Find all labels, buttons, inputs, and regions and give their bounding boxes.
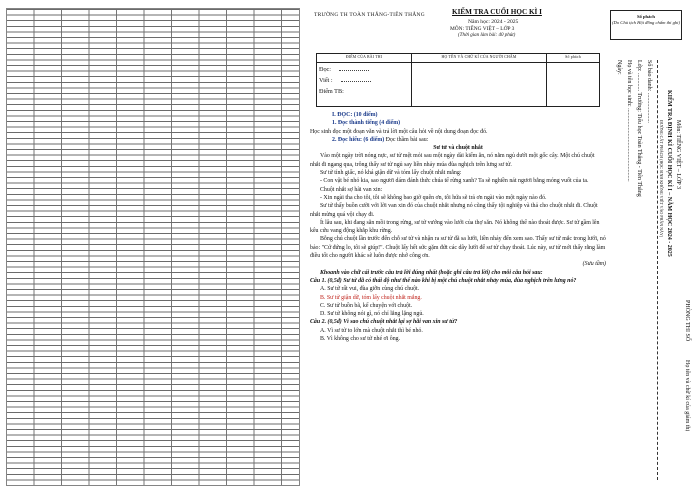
score-row-write: Viết : <box>319 75 409 86</box>
story-title: Sư tử và chuột nhắt <box>433 145 483 152</box>
exam-title: KIỂM TRA CUỐI HỌC KÌ I <box>452 8 542 16</box>
story-paragraph: Chuột nhắt sợ hãi van xin: <box>320 186 383 193</box>
story-paragraph: Vào một ngày trời nóng nực, sư tử mệt mỏi sau một ngày dài kiếm ăn, nó nằm ngủ dưới một gốc cây. Một chú chuột nhắt đi ngang qua, trông thấy sư tử ngủ say liền nhảy múa đùa nghịch trên lưng sư tử. <box>310 153 595 168</box>
story-paragraph: Ít lâu sau, khi đang săn mồi trong rừng, sư tử vướng vào lưới của thợ săn. Nó không thể nào thoát được. Sư tử gầm lên kêu cứu vang động khắp khu rừng. <box>310 219 600 235</box>
school-year: Năm học: 2024 - 2025 <box>468 19 519 25</box>
score-row-average: Điểm TB: <box>319 88 344 95</box>
grader-col-header: HỌ TÊN VÀ CHỮ KÍ CỦA NGƯỜI CHẤM <box>412 54 547 63</box>
code-cell <box>547 63 600 107</box>
story-source: (Sưu tầm) <box>582 261 606 268</box>
proctor-signature-vertical: Họ tên và chữ kí của giám thị <box>684 360 690 432</box>
section-comprehension: 2. Đọc hiểu: (6 điểm) Đọc thầm bài sau: <box>332 136 429 143</box>
story-paragraph: - Xin ngài tha cho tôi, tôi sẽ không bao giờ quên ơn, tôi hứa sẽ trả ơn ngài vào một ngày nào đó. <box>320 194 547 201</box>
grader-cell <box>412 63 547 107</box>
school-name: TRƯỜNG TH TOÀN THẮNG-TIÊN THẮNG <box>314 12 425 18</box>
code-box: Số phách (Do Chủ tịch Hội đồng chấm thi ghi) <box>610 10 682 40</box>
story-paragraph: Sư tử thấy buồn cười với lời van xin đó của chuột nhắt nhưng nó cũng thấy tội nghiệp và thả cho chuột nhắt đi. Chuột nhắt mừng quá vội chạy đi. <box>310 203 598 218</box>
time-limit: (Thời gian làm bài: 40 phút) <box>458 33 516 38</box>
read-aloud-text: Học sinh đọc một đoạn văn và trả lời một câu hỏi về nội dung đoạn đọc đó. <box>310 128 488 135</box>
score-col-header: ĐIỂM CỦA BÀI THI <box>317 54 412 63</box>
question-1: Câu 1. (0,5đ) Sư tử đã có thái độ như thế nào khi bị một chú chuột nhắt nhảy múa, đùa nghịch trên lưng nó? <box>310 277 577 284</box>
student-name-field: Họ và tên học sinh: ................................................. <box>626 60 632 182</box>
score-cells <box>317 63 412 107</box>
section-reading: I. ĐỌC: (10 điểm) <box>332 112 378 118</box>
instruction: Khoanh vào chữ cái trước câu trả lời đúng nhất (hoặc ghi câu trả lời) cho mỗi câu hỏi sau: <box>320 269 543 276</box>
cut-line <box>657 60 658 480</box>
answer-option: B. Sư tử giận dữ, tóm lấy chuột nhắt mắng. <box>320 294 422 301</box>
score-table <box>316 53 600 107</box>
exam-content <box>310 111 606 343</box>
story-paragraph: - Con vật bé nhỏ kia, sao ngươi dám đánh thức chúa tể rừng xanh? Ta sẽ nghiền nát ngươi bằng móng vuốt của ta. <box>320 178 589 185</box>
score-row-read: Đọc: <box>319 64 409 75</box>
answer-option: D. Sư tử không nói gì, nó chỉ lẳng lặng ngủ. <box>320 311 424 318</box>
story-paragraph: Bỗng chú chuột lần trước đến chỗ sư tử và nhận ra sư tử đã sa lưới, liền nhảy đến xem sao. Thấy sư tử mắc trong lưới, nó bảo: "Cứ đứng lo, tôi sẽ giúp!". Chuột lấy hết sức gặm đứt các dây lưới để sư tử chạy thoát. Lúc này, sư tử mới thấy rằng làm điều tốt cho người khác sẽ luôn được nhớ công ơn. <box>310 236 606 260</box>
subject-vertical: Môn: TIẾNG VIỆT – LỚP 3 <box>675 120 681 189</box>
answer-option: C. Sư tử buồn bã, kể chuyện với chuột. <box>320 302 413 309</box>
cut-line-label: ĐƯỜNG CẮT PHÁCH (HỌC SINH KHÔNG VIẾT VÀO PHẦN NÀY) <box>659 120 664 238</box>
section-read-aloud: 1. Đọc thành tiếng (4 điểm) <box>332 120 401 127</box>
exam-name-vertical: KIỂM TRA ĐỊNH KÌ CUỐI HỌC KÌ I – NĂM HỌC 2024 - 2025 <box>666 90 672 257</box>
candidate-number-field: Số báo danh: .................... <box>646 60 652 123</box>
answer-option: A. Vì sư tử to lớn mà chuột nhắt thì bé nhỏ. <box>320 327 423 334</box>
exam-page <box>300 0 695 491</box>
writing-grid <box>6 8 300 486</box>
subject: MÔN: TIẾNG VIỆT – LỚP 3 <box>450 26 515 32</box>
question-2: Câu 2. (0,5đ) Vì sao chú chuột nhắt lại sợ hãi van xin sư tử? <box>310 319 458 326</box>
answer-option: A. Sư tử rất vui, đùa giỡn cùng chú chuột. <box>320 286 420 293</box>
code-col-header: Số phách <box>547 54 600 63</box>
story-paragraph: Sư tử tỉnh giấc, nó khá giận dữ và tóm lấy chuột nhắt mắng: <box>320 170 462 177</box>
class-school-field: Lớp: ............ Trường: Tiểu học Toàn Thắng - Tiên Thắng <box>636 60 642 197</box>
answer-option: B. Vì không cho sư tử nhé ơi ông. <box>320 336 401 343</box>
room-vertical: PHÒNG THI SỐ <box>684 300 690 342</box>
student-date: Ngày: <box>616 60 622 75</box>
